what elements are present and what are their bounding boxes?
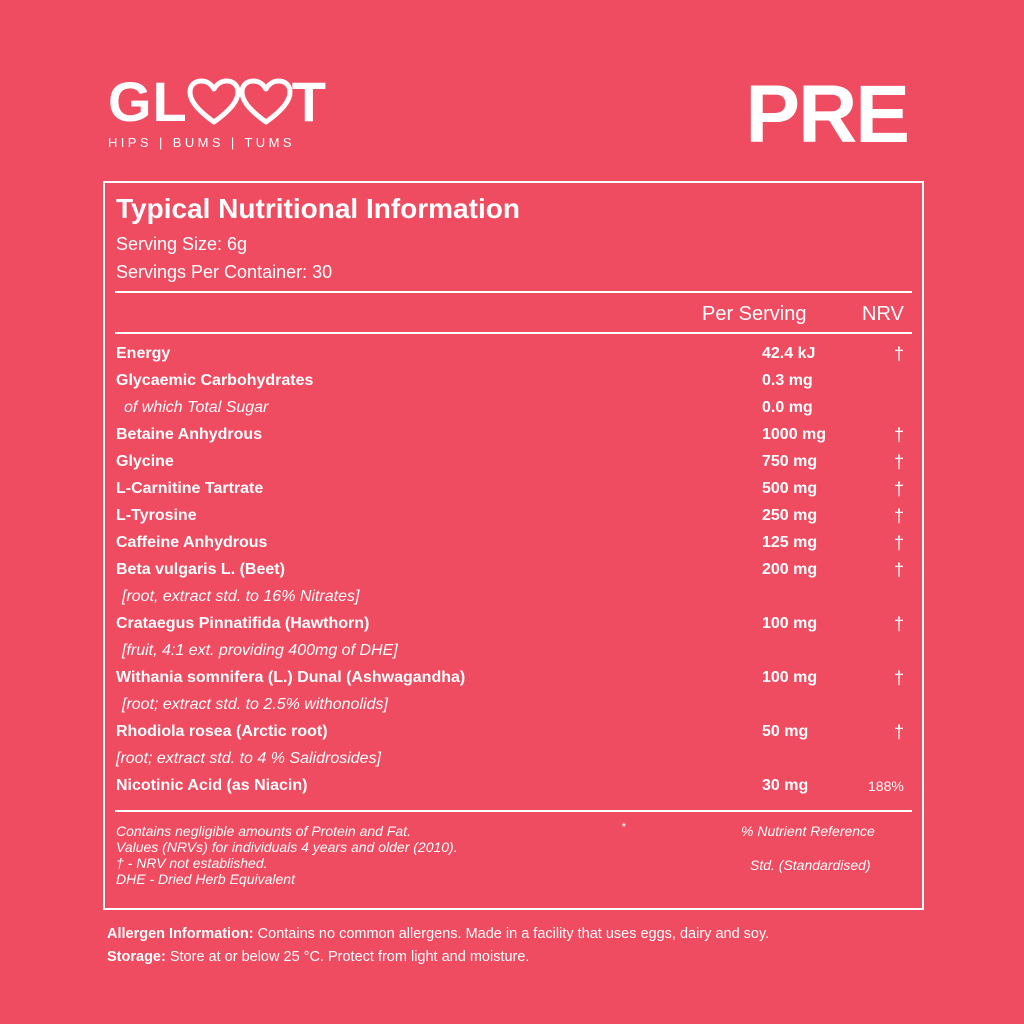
nutrient-value: 500 mg	[762, 480, 818, 497]
nutrient-value: 200 mg	[762, 561, 818, 578]
nutrient-name: Betaine Anhydrous	[116, 426, 263, 443]
table-row	[116, 341, 906, 367]
table-row	[116, 503, 906, 529]
nrv-mark: †	[894, 722, 905, 742]
table-row	[116, 530, 906, 556]
nrv-mark: †	[894, 533, 905, 553]
nutrient-subline: [root, extract std. to 16% Nitrates]	[122, 588, 360, 605]
table-row	[116, 611, 906, 637]
footnote-line: † - NRV not established.	[116, 855, 268, 871]
table-row	[116, 395, 906, 421]
nutrient-name: Nicotinic Acid (as Niacin)	[116, 777, 308, 794]
nutrient-name: Rhodiola rosea (Arctic root)	[116, 723, 328, 740]
storage-text: Store at or below 25 °C. Protect from light and moisture.	[165, 949, 530, 965]
nutrient-value: 100 mg	[762, 615, 818, 632]
table-row	[116, 746, 906, 772]
table-row	[116, 449, 906, 475]
nrv-mark: †	[894, 560, 905, 580]
logo-text-left: GL	[108, 70, 188, 133]
table-row	[116, 773, 906, 799]
nutrient-value: 250 mg	[762, 507, 818, 524]
column-header-nrv: NRV	[862, 303, 904, 325]
servings-per-container: Servings Per Container: 30	[116, 262, 333, 282]
product-name: PRE	[745, 69, 908, 160]
nutrient-value: 100 mg	[762, 669, 818, 686]
footnote-line: Values (NRVs) for individuals 4 years and older (2010).	[116, 839, 458, 855]
nrv-mark: †	[894, 425, 905, 445]
nutrient-name: Energy	[116, 345, 171, 362]
nutrient-name: L-Tyrosine	[116, 507, 197, 524]
nrv-mark: †	[894, 506, 905, 526]
table-row	[116, 368, 906, 394]
nrv-percent: 188%	[868, 778, 904, 794]
logo-text-right: T	[291, 70, 327, 133]
allergen-text: Contains no common allergens. Made in a facility that uses eggs, dairy and soy.	[253, 926, 770, 942]
table-row	[116, 665, 906, 691]
nrv-mark: †	[894, 668, 905, 688]
table-row	[116, 584, 906, 610]
storage-information	[107, 949, 529, 965]
storage-label: Storage:	[107, 949, 166, 965]
nutrient-name: Crataegus Pinnatifida (Hawthorn)	[116, 615, 370, 632]
serving-size: Serving Size: 6g	[116, 234, 248, 254]
nutrient-value: 1000 mg	[762, 426, 827, 443]
nutrient-name: Caffeine Anhydrous	[116, 534, 268, 551]
allergen-label: Allergen Information:	[107, 926, 254, 942]
nutrient-name: Glycine	[116, 453, 174, 470]
table-row	[116, 692, 906, 718]
nutrient-value: 30 mg	[762, 777, 809, 794]
nutrient-name: Glycaemic Carbohydrates	[116, 372, 314, 389]
nrv-mark: †	[894, 344, 905, 364]
heart-icon	[186, 76, 242, 128]
nutrient-name: Withania somnifera (L.) Dunal (Ashwagandha)	[116, 669, 466, 686]
brand-logo	[108, 70, 368, 150]
nutrient-value: 125 mg	[762, 534, 818, 551]
nutrient-subline: [root; extract std. to 4 % Salidrosides]	[116, 750, 382, 767]
nutrient-name: Beta vulgaris L. (Beet)	[116, 561, 285, 578]
footnote-standardised: Std. (Standardised)	[750, 857, 871, 873]
table-row	[116, 557, 906, 583]
heart-icon	[238, 76, 294, 128]
table-row	[116, 476, 906, 502]
nutrient-value: 42.4 kJ	[762, 345, 816, 362]
nutrient-subline: [fruit, 4:1 ext. providing 400mg of DHE]	[122, 642, 398, 659]
footnote-line: Contains negligible amounts of Protein and Fat.	[116, 823, 411, 839]
nutrient-subline: of which Total Sugar	[124, 399, 269, 416]
table-row	[116, 422, 906, 448]
footnote-nrv-reference: % Nutrient Reference	[741, 823, 875, 839]
allergen-information	[107, 926, 769, 942]
panel-title: Typical Nutritional Information	[116, 193, 520, 224]
nrv-mark: †	[894, 479, 905, 499]
table-row	[116, 638, 906, 664]
footnote-line: DHE - Dried Herb Equivalent	[116, 871, 295, 887]
nrv-mark: †	[894, 452, 905, 472]
column-header-per-serving: Per Serving	[702, 303, 807, 325]
brand-tagline: HIPS | BUMS | TUMS	[108, 135, 295, 150]
nrv-mark: †	[894, 614, 905, 634]
nutrient-subline: [root; extract std. to 2.5% withonolids]	[122, 696, 388, 713]
nutrient-name: L-Carnitine Tartrate	[116, 480, 264, 497]
divider	[115, 810, 912, 812]
footnote-asterisk: *	[621, 820, 626, 834]
nutrition-panel	[103, 181, 924, 910]
nutrient-value: 0.0 mg	[762, 399, 813, 416]
nutrient-value: 0.3 mg	[762, 372, 813, 389]
divider	[115, 291, 912, 293]
divider	[115, 332, 912, 334]
logo-wordmark	[108, 70, 368, 133]
nutrient-value: 50 mg	[762, 723, 809, 740]
table-row	[116, 719, 906, 745]
nutrient-value: 750 mg	[762, 453, 818, 470]
